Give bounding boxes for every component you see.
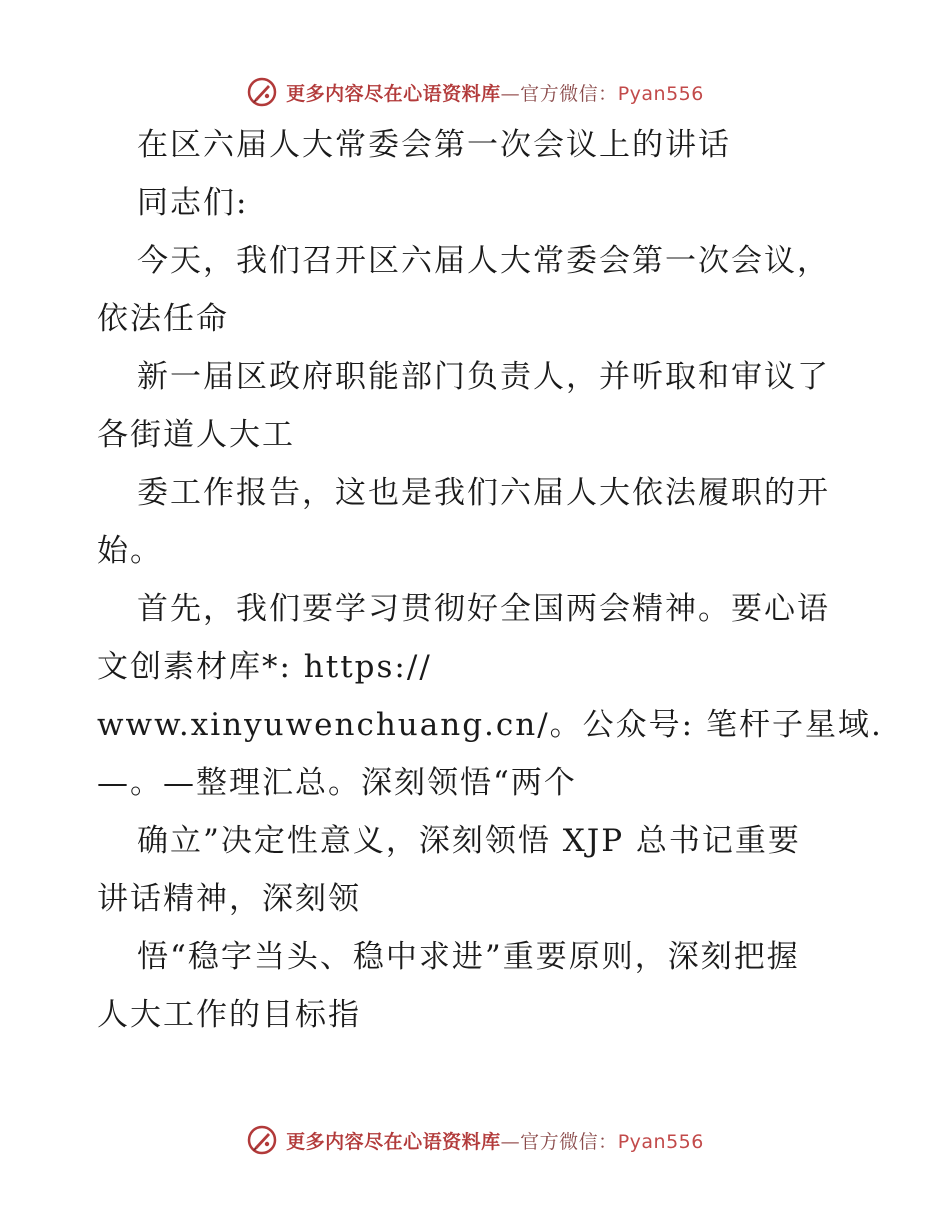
paragraph-line: 确立”决定性意义，深刻领悟 XJP 总书记重要 (137, 823, 801, 859)
watermark-wechat-id: Pyan556 (617, 82, 704, 105)
paragraph-line: 委工作报告，这也是我们六届人大依法履职的开 (137, 475, 830, 511)
watermark-text (286, 1127, 704, 1154)
watermark-dash: — (500, 1130, 521, 1153)
watermark-main-text: 更多内容尽在心语资料库 (286, 1130, 501, 1153)
paragraph-line: 各街道人大工 (97, 417, 295, 453)
quill-pen-logo-icon (246, 76, 278, 108)
watermark-wechat-label: 官方微信： (520, 82, 618, 105)
paragraph-line: www.xinyuwenchuang.cn/。公众号: 笔杆子星域. (97, 707, 883, 743)
footer-watermark-banner (0, 1120, 950, 1160)
quill-pen-logo-icon (246, 1124, 278, 1156)
paragraph-line: 始。 (97, 533, 163, 569)
paragraph-line: 新一届区政府职能部门负责人，并听取和审议了 (137, 359, 830, 395)
paragraph-line: —。—整理汇总。深刻领悟“两个 (97, 765, 577, 801)
watermark-wechat-id: Pyan556 (617, 1130, 704, 1153)
paragraph-line: 悟“稳字当头、稳中求进”重要原则，深刻把握 (137, 939, 800, 975)
paragraph-line: 人大工作的目标指 (97, 997, 361, 1033)
watermark-main-text: 更多内容尽在心语资料库 (286, 82, 501, 105)
watermark-text (286, 79, 704, 106)
header-watermark-banner (0, 72, 950, 112)
paragraph-line: 依法任命 (97, 301, 229, 337)
paragraph-line: 文创素材库*: https:// (97, 649, 432, 685)
paragraph-line: 今天，我们召开区六届人大常委会第一次会议， (137, 243, 830, 279)
document-body (97, 116, 883, 1044)
paragraph-line: 首先，我们要学习贯彻好全国两会精神。要心语 (137, 591, 830, 627)
watermark-dash: — (500, 82, 521, 105)
salutation: 同志们: (137, 185, 249, 221)
paragraph-line: 讲话精神，深刻领 (97, 881, 361, 917)
document-title: 在区六届人大常委会第一次会议上的讲话 (137, 127, 731, 163)
watermark-wechat-label: 官方微信： (520, 1130, 618, 1153)
